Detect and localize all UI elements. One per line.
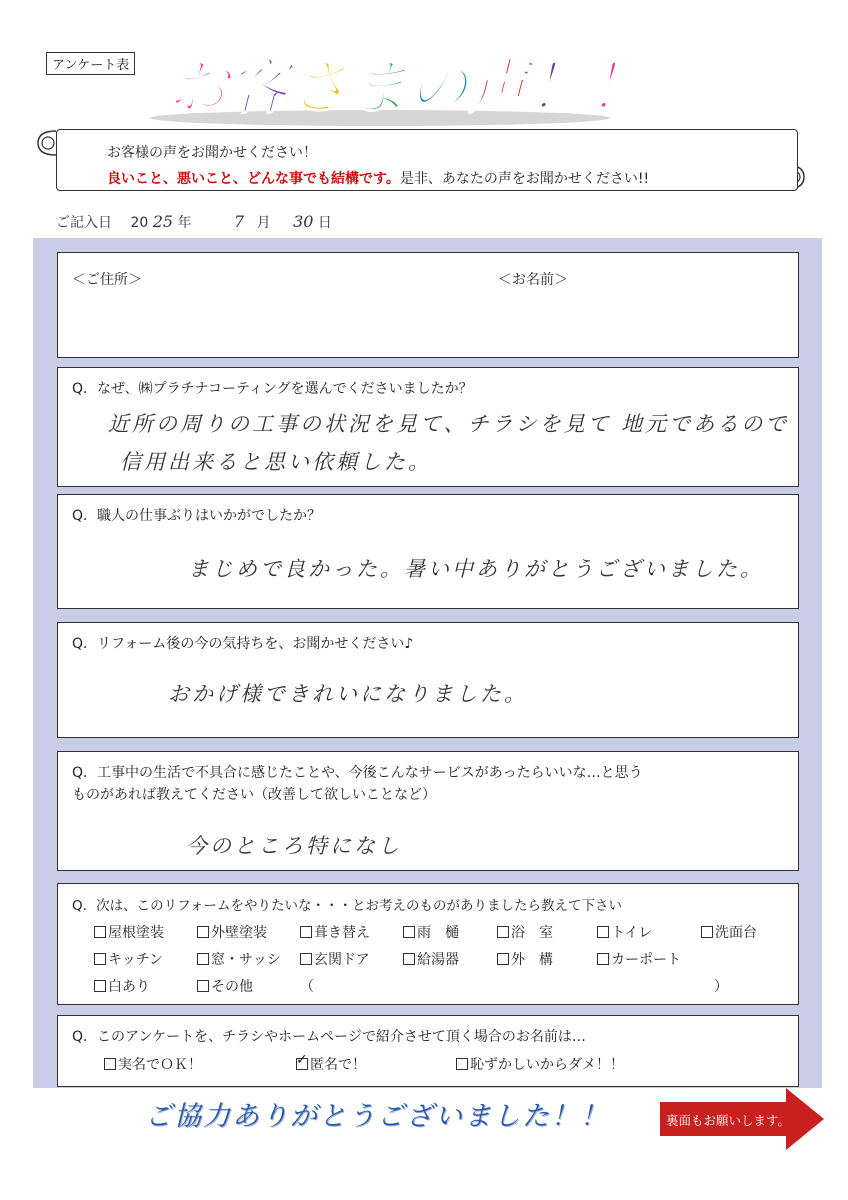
q5-option-0-4[interactable] — [497, 922, 597, 942]
title-char: お — [168, 53, 228, 123]
title-char: ！ — [588, 53, 648, 123]
q5-card — [57, 883, 799, 1005]
q4-question-line-2: ものがあれば教えてください（改善して欲しいことなど） — [72, 787, 436, 803]
q5-option-label: 外壁塗装 — [211, 925, 267, 941]
intro-rest: 是非、あなたの声をお聞かせください!! — [399, 171, 650, 187]
survey-panel — [33, 238, 822, 1088]
intro-line-2 — [107, 168, 649, 188]
q4-answer: 今のところ特になし — [186, 834, 402, 858]
date-label: ご記入日 — [56, 215, 112, 231]
month-unit: 月 — [256, 215, 271, 231]
q5-option-2-1[interactable] — [197, 976, 300, 996]
q5-option-label: その他 — [211, 979, 253, 995]
entry-date — [56, 212, 332, 232]
title-graphic — [150, 50, 730, 130]
checkbox-icon[interactable] — [300, 953, 312, 965]
q3-answer: おかげ様できれいになりました。 — [168, 682, 528, 706]
year-prefix: 20 — [130, 215, 149, 231]
checkbox-icon[interactable] — [197, 980, 209, 992]
q1-card — [57, 367, 799, 487]
title-char: 客 — [228, 53, 288, 123]
day-value: 30 — [293, 212, 314, 231]
q5-option-label: カーポート — [611, 952, 681, 968]
q5-option-0-3[interactable] — [403, 922, 497, 942]
checkbox-icon[interactable] — [296, 1052, 308, 1070]
month-value: 7 — [234, 212, 245, 231]
q5-option-1-1[interactable] — [197, 949, 300, 969]
checkbox-icon[interactable] — [597, 926, 609, 938]
checkbox-icon[interactable] — [300, 926, 312, 938]
q4-card — [57, 751, 799, 871]
q6-card — [57, 1015, 799, 1087]
q5-option-label: 浴 室 — [511, 925, 553, 941]
address-name-card — [57, 252, 799, 358]
checkbox-icon[interactable] — [403, 926, 415, 938]
intro-line-1: お客様の声をお聞かせください！ — [107, 145, 317, 161]
q5-option-label: 給湯器 — [417, 952, 459, 968]
title-char: ！ — [528, 53, 588, 123]
title-char: の — [408, 53, 468, 123]
address-label: ＜ご住所＞ — [72, 272, 142, 288]
title-char: 声 — [468, 53, 528, 123]
q5-option-label: 雨 樋 — [417, 925, 459, 941]
q1-question: Q．なぜ、㈱プラチナコーティングを選んでくださいましたか？ — [72, 381, 473, 397]
checkbox-icon[interactable] — [497, 926, 509, 938]
checkbox-icon[interactable] — [597, 953, 609, 965]
other-open-paren: （ — [300, 979, 314, 995]
intro-box — [56, 129, 798, 191]
year-value: 25 — [152, 212, 174, 231]
q5-option-label: 外 構 — [511, 952, 553, 968]
q5-option-0-1[interactable] — [197, 922, 300, 942]
q4-question-line-1: Q．工事中の生活で不具合に感じたことや、今後こんなサービスがあったらいいな…と思う — [72, 765, 643, 781]
checkbox-icon[interactable] — [94, 953, 106, 965]
q6-option-0[interactable] — [104, 1054, 296, 1074]
q3-card — [57, 622, 799, 738]
check-mark-icon: ✓ — [296, 1052, 308, 1068]
q6-option-1[interactable] — [296, 1054, 456, 1074]
page-title — [150, 50, 730, 130]
checkbox-icon[interactable] — [94, 926, 106, 938]
turn-over-arrow — [656, 1086, 828, 1152]
thanks-message: ご協力ありがとうございました！！ — [145, 1101, 609, 1132]
q5-option-1-0[interactable] — [94, 949, 197, 969]
q5-option-2-0[interactable] — [94, 976, 197, 996]
checkbox-icon[interactable] — [403, 953, 415, 965]
checkbox-icon[interactable] — [197, 953, 209, 965]
q2-answer: まじめで良かった。暑い中ありがとうございました。 — [188, 557, 764, 581]
q5-option-0-6[interactable] — [701, 922, 781, 942]
q5-option-0-2[interactable] — [300, 922, 403, 942]
title-char: さ — [288, 53, 348, 123]
q5-question: Q．次は、このリフォームをやりたいな・・・とお考えのものがありましたら教えて下さい — [72, 898, 622, 914]
checkbox-icon[interactable] — [104, 1058, 116, 1070]
checkbox-icon[interactable] — [497, 953, 509, 965]
q5-option-label: 洗面台 — [715, 925, 757, 941]
q5-row-3 — [94, 976, 728, 996]
arrow-label: 裏面もお願いします。 — [666, 1113, 791, 1128]
q6-option-label: 匿名で！ — [310, 1057, 366, 1073]
q5-option-0-0[interactable] — [94, 922, 197, 942]
q5-option-1-4[interactable] — [497, 949, 597, 969]
q5-option-1-5[interactable] — [597, 949, 701, 969]
q2-card — [57, 494, 799, 609]
intro-banner — [34, 125, 808, 195]
q3-question: Q．リフォーム後の今の気持ちを、お聞かせください♪ — [72, 636, 414, 652]
q5-option-1-3[interactable] — [403, 949, 497, 969]
checkbox-icon[interactable] — [197, 926, 209, 938]
checkbox-icon[interactable] — [701, 926, 713, 938]
year-unit: 年 — [177, 215, 192, 231]
q5-option-1-2[interactable] — [300, 949, 403, 969]
day-unit: 日 — [317, 215, 332, 231]
q5-option-label: 窓・サッシ — [211, 952, 281, 968]
title-text — [168, 53, 648, 123]
q5-option-label: 白あり — [108, 979, 150, 995]
q6-option-label: 恥ずかしいからダメ！！ — [470, 1057, 624, 1073]
checkbox-icon[interactable] — [94, 980, 106, 992]
name-label: ＜お名前＞ — [498, 272, 568, 288]
q6-question: Q．このアンケートを、チラシやホームページで紹介させて頂く場合のお名前は… — [72, 1029, 586, 1045]
q5-row-2 — [94, 949, 701, 969]
q5-option-label: 葺き替え — [314, 925, 370, 941]
arrow-graphic — [656, 1086, 828, 1152]
q5-option-label: キッチン — [108, 952, 164, 968]
q6-option-label: 実名でＯＫ！ — [118, 1057, 202, 1073]
title-char: ま — [348, 53, 408, 123]
intro-highlight: 良いこと、悪いこと、どんな事でも結構です。 — [107, 171, 400, 187]
other-close-paren: ） — [714, 979, 728, 995]
q2-question: Q．職人の仕事ぶりはいかがでしたか？ — [72, 508, 322, 524]
q5-option-0-5[interactable] — [597, 922, 701, 942]
q5-row-1 — [94, 922, 781, 942]
checkbox-icon[interactable] — [456, 1058, 468, 1070]
q1-answer-line-1: 近所の周りの工事の状況を見て、チラシを見て 地元であるので — [108, 412, 790, 436]
survey-tag: アンケート表 — [46, 52, 135, 75]
q5-option-label: 屋根塗装 — [108, 925, 164, 941]
q1-answer-line-2: 信用出来ると思い依頼した。 — [120, 450, 432, 474]
q5-option-label: トイレ — [611, 925, 653, 941]
q6-option-2[interactable] — [456, 1054, 676, 1074]
q5-option-label: 玄関ドア — [314, 952, 370, 968]
q6-options — [104, 1054, 676, 1074]
